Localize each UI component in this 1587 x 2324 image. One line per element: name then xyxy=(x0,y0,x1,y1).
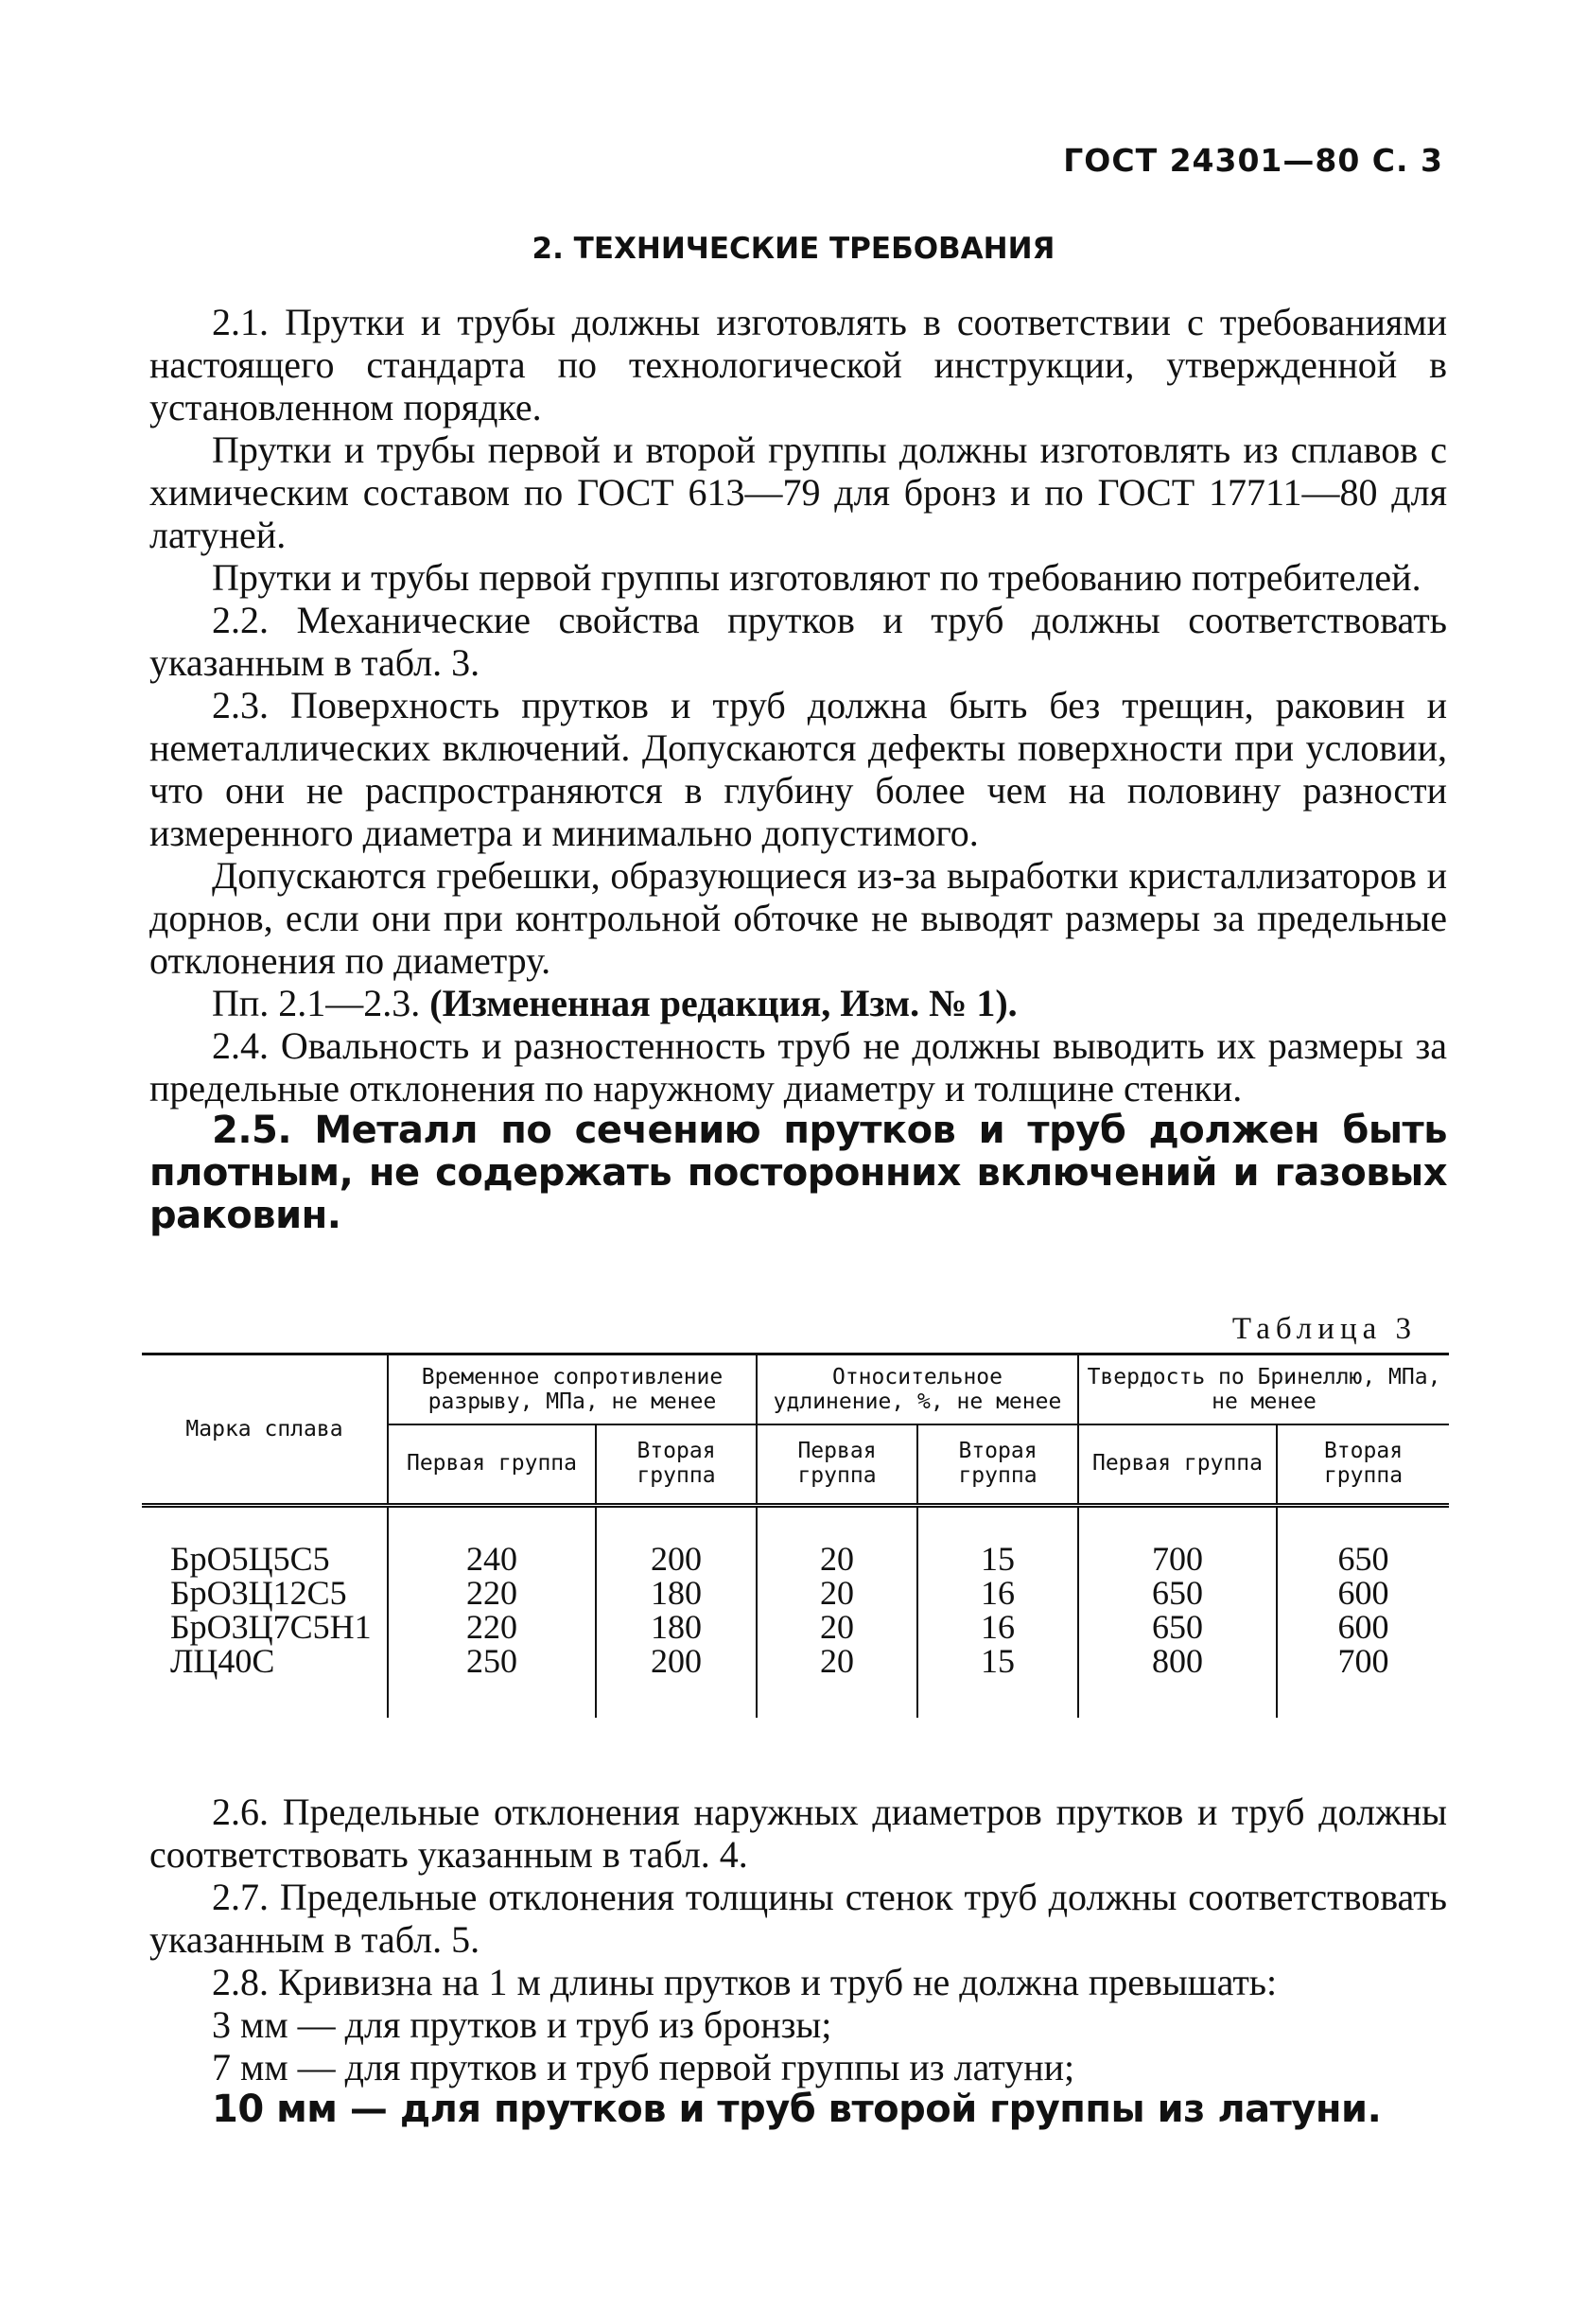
table-cell: 600 xyxy=(1277,1610,1449,1644)
col-group-elongation: Относительное удлинение, %, не менее xyxy=(757,1354,1078,1425)
paragraph-2-1c: Прутки и трубы первой группы изготовляют по требованию потребителей. xyxy=(212,556,1421,599)
curvature-item: 3 мм — для прутков и труб из бронзы; xyxy=(212,2003,832,2046)
table-row xyxy=(142,1576,1449,1610)
paragraph-2-8: 2.8. Кривизна на 1 м длины прутков и труб не должна превышать: xyxy=(212,1961,1278,2003)
curvature-item: 10 мм — для прутков и труб второй группы из латуни. xyxy=(212,2088,1382,2131)
amendment-prefix: Пп. 2.1—2.3. xyxy=(212,982,421,1024)
sub-header-second: Вторая группа xyxy=(917,1424,1078,1506)
table-cell: 800 xyxy=(1078,1644,1277,1718)
paragraph-2-4: 2.4. Овальность и разностенность труб не должны выводить их размеры за предельные отклонения по наружному диаметру и толщине стенки. xyxy=(149,1024,1447,1110)
table-cell: 20 xyxy=(757,1506,917,1577)
sub-header-first: Первая группа xyxy=(757,1424,917,1506)
col-group-hardness: Твердость по Бринеллю, МПа, не менее xyxy=(1078,1354,1449,1425)
table-cell: 20 xyxy=(757,1576,917,1610)
table-3 xyxy=(142,1353,1449,1718)
section-title: 2. ТЕХНИЧЕСКИЕ ТРЕБОВАНИЯ xyxy=(532,232,1055,266)
table-cell: 20 xyxy=(757,1610,917,1644)
paragraph-2-1: 2.1. Прутки и трубы должны изготовлять в соответствии с требованиями настоящего стандарта по технологической инструкции, утвержденной в установленном порядке. xyxy=(149,301,1447,428)
col-header-mark: Марка сплава xyxy=(142,1354,388,1506)
table-cell: 180 xyxy=(596,1576,757,1610)
alloy-mark: ЛЦ40С xyxy=(170,1642,275,1680)
paragraph-2-3b: Допускаются гребешки, образующиеся из-за выработки кристаллизаторов и дорнов, если они при контрольной обточке не выводят размеры за предельные отклонения по диаметру. xyxy=(149,854,1447,982)
table-cell: 700 xyxy=(1078,1506,1277,1577)
paragraph-2-3: 2.3. Поверхность прутков и труб должна быть без трещин, раковин и неметаллических включений. Допускаются дефекты поверхности при условии, что они не распространяются в глубину более чем на половину разности измеренного диаметра и минимально допустимого. xyxy=(149,684,1447,854)
sub-header-first: Первая группа xyxy=(388,1424,596,1506)
table-cell: 650 xyxy=(1277,1506,1449,1577)
table-cell: 250 xyxy=(388,1644,596,1718)
table-cell: 600 xyxy=(1277,1576,1449,1610)
sub-header-second: Вторая группа xyxy=(596,1424,757,1506)
table-cell: 200 xyxy=(596,1644,757,1718)
amendment-note xyxy=(149,982,1447,1024)
table-row xyxy=(142,1610,1449,1644)
table-cell: 220 xyxy=(388,1576,596,1610)
table-cell: 180 xyxy=(596,1610,757,1644)
table-cell: 16 xyxy=(917,1576,1078,1610)
table-cell: 240 xyxy=(388,1506,596,1577)
curvature-item: 7 мм — для прутков и труб первой группы из латуни; xyxy=(212,2046,1075,2088)
paragraph-2-1b: Прутки и трубы первой и второй группы должны изготовлять из сплавов с химическим составом по ГОСТ 613—79 для бронз и по ГОСТ 17711—80 для латуней. xyxy=(149,428,1447,556)
table-cell: 650 xyxy=(1078,1576,1277,1610)
table-caption: Таблица 3 xyxy=(1231,1312,1417,1346)
table-cell: 700 xyxy=(1277,1644,1449,1718)
sub-header-second: Вторая группа xyxy=(1277,1424,1449,1506)
col-group-tensile: Временное сопротивление разрыву, МПа, не менее xyxy=(388,1354,757,1425)
table-cell: 220 xyxy=(388,1610,596,1644)
table-cell: 200 xyxy=(596,1506,757,1577)
sub-header-first: Первая группа xyxy=(1078,1424,1277,1506)
paragraph-2-6: 2.6. Предельные отклонения наружных диаметров прутков и труб должны соответствовать указанным в табл. 4. xyxy=(149,1791,1447,1876)
post-table-text xyxy=(149,1791,1447,2131)
paragraph-2-2: 2.2. Механические свойства прутков и труб должны соответствовать указанным в табл. 3. xyxy=(149,599,1447,684)
alloy-mark: БрО5Ц5С5 xyxy=(170,1540,330,1578)
table-cell: 650 xyxy=(1078,1610,1277,1644)
table-row xyxy=(142,1644,1449,1718)
table-cell: 16 xyxy=(917,1610,1078,1644)
alloy-mark: БрО3Ц7С5Н1 xyxy=(170,1608,372,1646)
table-cell: 15 xyxy=(917,1644,1078,1718)
amendment-text: (Измененная редакция, Изм. № 1). xyxy=(429,982,1018,1024)
alloy-mark: БрО3Ц12С5 xyxy=(170,1574,347,1612)
body-text xyxy=(149,301,1447,1237)
table-cell: 15 xyxy=(917,1506,1078,1577)
table-row xyxy=(142,1506,1449,1577)
paragraph-2-5: 2.5. Металл по сечению прутков и труб должен быть плотным, не содержать посторонних включений и газовых раковин. xyxy=(149,1109,1447,1237)
table-cell: 20 xyxy=(757,1644,917,1718)
page-header: ГОСТ 24301—80 С. 3 xyxy=(1063,142,1443,179)
paragraph-2-7: 2.7. Предельные отклонения толщины стенок труб должны соответствовать указанным в табл. 5. xyxy=(149,1876,1447,1961)
